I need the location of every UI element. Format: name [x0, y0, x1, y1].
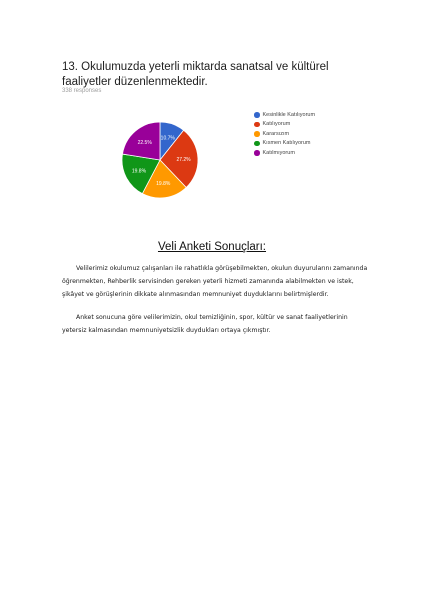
pie-data-label-4: 22.5%: [137, 139, 152, 146]
report-body: [62, 262, 372, 347]
legend-swatch-icon: [254, 112, 260, 118]
legend-label: Kesinlikle Katılıyorum: [262, 111, 316, 118]
report-paragraph-1-text: Velilerimiz okulumuz çalışanları ile rahatlıkla görüşebilmekten, okulun duyurularını zamanında öğrenmekten, Rehberlik servisinden gereken yeterli hizmeti zamanında alabilmekten ve istek, şikâyet ve görüşlerinin dikkate alınmasından memnuniyet duyduklarını belirtmişlerdir.: [62, 265, 368, 298]
legend-label: Kısmen Katılıyorum: [262, 140, 311, 147]
legend-item-4: [254, 148, 374, 158]
pie-data-label-1: 27.2%: [176, 156, 191, 163]
response-count: 338 responses: [62, 88, 102, 94]
legend-item-2: [254, 129, 374, 139]
question-title: 13. Okulumuzda yeterli miktarda sanatsal ve kültürel faaliyetler düzenlenmektedir.: [62, 61, 329, 88]
legend-label: Kararsızım: [262, 130, 290, 137]
survey-question-card: [0, 0, 424, 230]
legend-item-3: [254, 139, 374, 149]
report-paragraph-2: [62, 311, 372, 337]
legend-swatch-icon: [254, 141, 260, 147]
legend-item-0: [254, 110, 374, 120]
pie-data-label-2: 19.8%: [156, 181, 171, 188]
pie-chart: [110, 110, 210, 210]
legend-swatch-icon: [254, 150, 260, 156]
legend-label: Katılmıyorum: [262, 149, 295, 156]
legend-swatch-icon: [254, 131, 260, 137]
report-paragraph-2-text: Anket sonucuna göre velilerimizin, okul temizliğinin, spor, kültür ve sanat faaliyetlerinin yetersiz kalmasından memnuniyetsizlik duydukları ortaya çıkmıştır.: [62, 314, 348, 334]
legend-item-1: [254, 120, 374, 130]
legend-label: Katılıyorum: [262, 121, 291, 128]
legend-swatch-icon: [254, 122, 260, 128]
pie-data-label-0: 10.7%: [160, 135, 175, 142]
chart-legend: [254, 110, 374, 158]
pie-data-label-3: 19.8%: [131, 168, 147, 175]
report-heading: Veli Anketi Sonuçları:: [157, 241, 267, 253]
report-paragraph-1: [62, 262, 372, 301]
